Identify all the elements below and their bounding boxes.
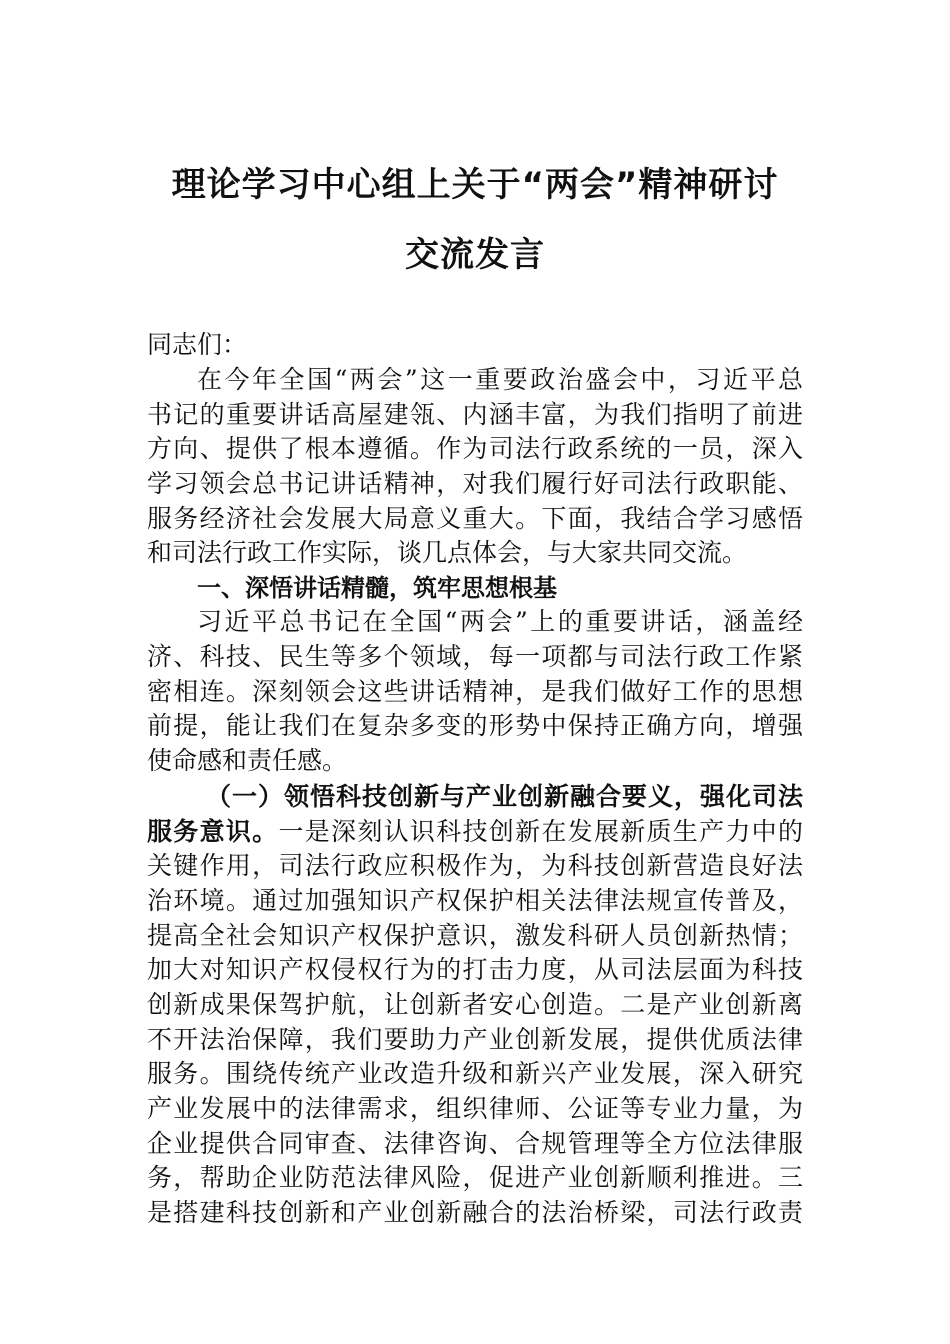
- subsection-1-line: 产业发展中的法律需求，组织律师、公证等专业力量，为: [147, 1094, 803, 1123]
- subsection-1-heading: （一）领悟科技创新与产业创新融合要义，强化司法: [206, 782, 803, 811]
- subsection-1-line: 不开法治保障，我们要助力产业创新发展，提供优质法律: [147, 1025, 803, 1054]
- subsection-1-line: 加大对知识产权侵权行为的打击力度，从司法层面为科技: [147, 955, 803, 984]
- subsection-1-line: 务，帮助企业防范法律风险，促进产业创新顺利推进。三: [147, 1163, 803, 1192]
- intro-line: 在今年全国“两会”这一重要政治盛会中，习近平总: [197, 365, 803, 394]
- section-1-para-line: 济、科技、民生等多个领域，每一项都与司法行政工作紧: [147, 642, 803, 671]
- section-1-para-line: 密相连。深刻领会这些讲话精神，是我们做好工作的思想: [147, 677, 803, 706]
- intro-line: 和司法行政工作实际，谈几点体会，与大家共同交流。: [147, 538, 748, 567]
- salutation: 同志们：: [147, 330, 248, 359]
- subsection-1-line: [147, 817, 803, 847]
- subsection-1-heading-end: 服务意识。: [147, 817, 279, 846]
- intro-line: 方向、提供了根本遵循。作为司法行政系统的一员，深入: [147, 434, 803, 463]
- subsection-1-text: 一是深刻认识科技创新在发展新质生产力中的: [278, 817, 803, 846]
- intro-line: 服务经济社会发展大局意义重大。下面，我结合学习感悟: [147, 504, 803, 533]
- intro-line: 学习领会总书记讲话精神，对我们履行好司法行政职能、: [147, 469, 803, 498]
- subsection-1-line: 企业提供合同审查、法律咨询、合规管理等全方位法律服: [147, 1129, 803, 1158]
- section-1-heading: 一、深悟讲话精髓，筑牢思想根基: [197, 574, 557, 602]
- section-1-para-line: 习近平总书记在全国“两会”上的重要讲话，涵盖经: [197, 607, 803, 636]
- subsection-1-line: 服务。围绕传统产业改造升级和新兴产业发展，深入研究: [147, 1059, 803, 1088]
- intro-line: 书记的重要讲话高屋建瓴、内涵丰富，为我们指明了前进: [147, 400, 803, 429]
- title-line-2: 交流发言: [405, 235, 545, 275]
- section-1-para-line: 使命感和责任感。: [147, 746, 348, 775]
- section-1-para-line: 前提，能让我们在复杂多变的形势中保持正确方向，增强: [147, 711, 803, 740]
- subsection-1-line: 是搭建科技创新和产业创新融合的法治桥梁，司法行政责: [147, 1198, 803, 1227]
- title-line-1: 理论学习中心组上关于“两会”精神研讨: [171, 165, 779, 205]
- subsection-1-line: 提高全社会知识产权保护意识，激发科研人员创新热情；: [147, 921, 803, 950]
- subsection-1-line: 创新成果保驾护航，让创新者安心创造。二是产业创新离: [147, 990, 803, 1019]
- subsection-1-line: 关键作用，司法行政应积极作为，为科技创新营造良好法: [147, 851, 803, 880]
- subsection-1-line: 治环境。通过加强知识产权保护相关法律法规宣传普及，: [147, 886, 803, 915]
